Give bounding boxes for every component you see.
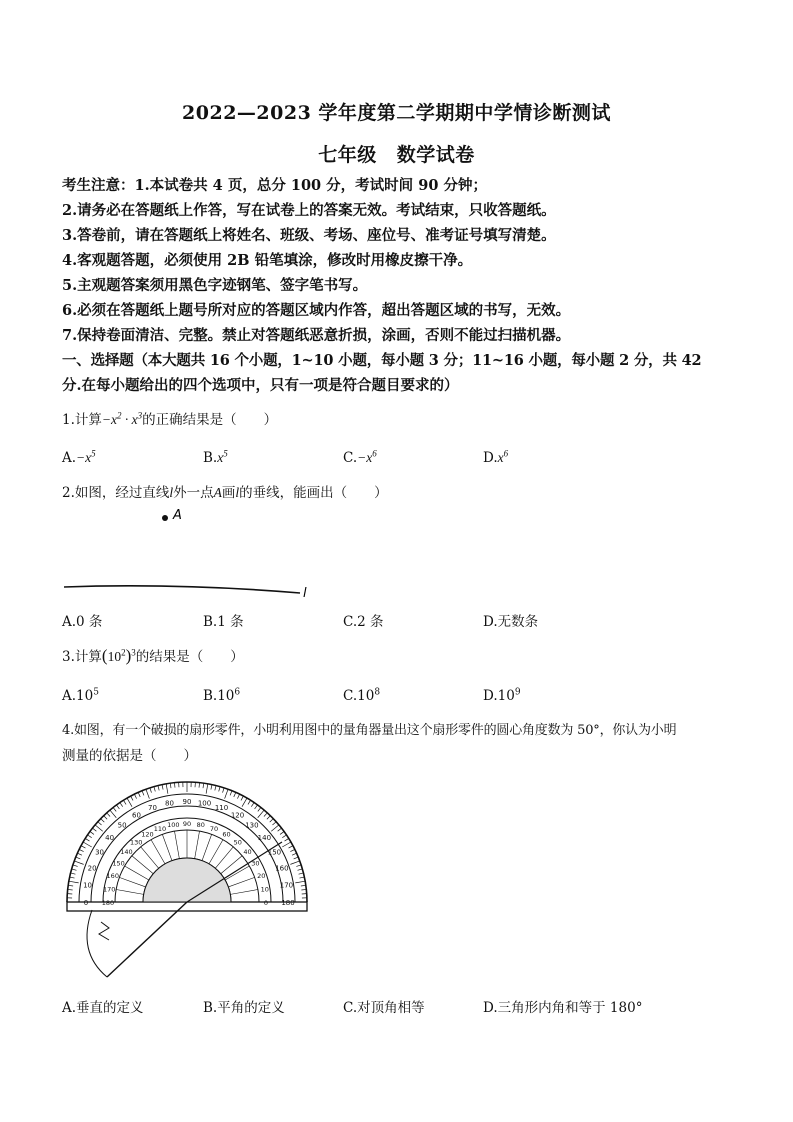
- protractor-outer-label: 50: [117, 821, 127, 830]
- protractor-tick: [85, 838, 89, 841]
- protractor-tick: [150, 788, 152, 793]
- notice-line-6: 6.必须在答题纸上题号所对应的答题区域内作答，超出答题区域的书写，无效。: [62, 302, 571, 319]
- protractor-inner-label: 160: [106, 871, 119, 880]
- protractor-spoke: [151, 840, 165, 864]
- protractor-tick: [248, 800, 251, 804]
- protractor-tick: [154, 787, 155, 792]
- protractor-outer-label: 130: [245, 821, 259, 830]
- notice-line-4: 4.客观题答题，必须使用 2B 铅笔填涂，修改时用橡皮擦干净。: [62, 252, 473, 269]
- protractor-outer-label: 110: [214, 804, 229, 813]
- protractor-tick: [110, 810, 116, 818]
- question-4-stem-line-1: 4.如图，有一个破损的扇形零件，小明利用图中的量角器量出这个扇形零件的圆心角度数为 50°，你认为小明: [62, 723, 677, 738]
- protractor-inner-label: 100: [167, 821, 180, 830]
- protractor-tick: [258, 807, 261, 811]
- protractor-spoke: [230, 889, 258, 894]
- protractor-spoke: [202, 834, 212, 860]
- q1-option-d[interactable]: $D.x^6$: [483, 448, 509, 466]
- protractor-tick: [282, 842, 291, 847]
- protractor-tick: [290, 849, 294, 851]
- q1-option-c[interactable]: $C.-x^6$: [343, 448, 377, 466]
- protractor-tick: [234, 792, 236, 797]
- subject-label: 数学试卷: [396, 144, 475, 166]
- protractor-tick: [69, 881, 79, 883]
- protractor-inner-label: 40: [243, 848, 252, 857]
- protractor-tick: [289, 846, 293, 848]
- line-l-label: l: [303, 586, 307, 600]
- protractor-tick: [295, 881, 305, 883]
- protractor-tick: [107, 813, 110, 817]
- protractor-tick: [77, 853, 82, 855]
- protractor-tick: [298, 869, 303, 870]
- protractor-tick: [267, 816, 270, 820]
- protractor-tick: [225, 789, 228, 798]
- protractor-tick: [98, 822, 102, 825]
- protractor-spoke: [195, 831, 200, 859]
- protractor-tick: [203, 783, 204, 788]
- protractor-spoke: [225, 866, 249, 880]
- protractor-tick: [162, 785, 163, 790]
- protractor-tick: [237, 794, 239, 798]
- protractor-tick: [292, 853, 297, 855]
- notice-line-5: 5.主观题答案须用黑色字迹钢笔、签字笔书写。: [62, 277, 368, 294]
- protractor-inner-label: 170: [102, 885, 116, 894]
- protractor-tick: [294, 857, 299, 859]
- q2-option-d[interactable]: D.无数条: [483, 614, 539, 630]
- protractor-tick: [301, 885, 306, 886]
- exam-title: 2022—2023 学年度第二学期期中学情诊断测试: [182, 102, 611, 124]
- protractor-inner-label: 150: [112, 859, 125, 868]
- protractor-tick: [278, 828, 282, 831]
- protractor-tick: [123, 800, 126, 804]
- protractor-tick: [142, 791, 144, 796]
- protractor-outer-label: 10: [83, 881, 92, 890]
- protractor-tick: [255, 805, 258, 809]
- protractor-tick: [104, 816, 107, 820]
- protractor-tick: [290, 861, 299, 864]
- protractor-tick: [134, 794, 136, 798]
- protractor-tick: [241, 796, 243, 800]
- protractor-outer-label: 80: [165, 799, 174, 808]
- protractor-tick: [146, 789, 149, 798]
- protractor-tick: [299, 873, 304, 874]
- protractor-tick: [79, 849, 83, 851]
- protractor-tick: [88, 835, 92, 838]
- q3-option-c[interactable]: $C.10^8$: [343, 687, 381, 704]
- exam-subtitle: [0, 140, 793, 167]
- protractor-inner-label: 0: [263, 899, 269, 907]
- protractor-outer-label: 180: [281, 899, 295, 907]
- line-l: [64, 586, 300, 593]
- protractor-outer-label: 150: [267, 848, 282, 857]
- question-1-stem: 1.计算$-x^2 \cdot x^3$的正确结果是（ ）: [62, 410, 278, 428]
- protractor-tick: [81, 846, 85, 848]
- protractor-tick: [92, 828, 96, 831]
- protractor-tick: [258, 810, 264, 818]
- protractor-inner-label: 10: [260, 885, 269, 894]
- protractor-spoke: [209, 840, 223, 864]
- section-heading-line-2: 分.在每小题给出的四个选项中，只有一项是符合题目要求的）: [62, 377, 459, 394]
- protractor-tick: [264, 813, 267, 817]
- protractor-tick: [113, 807, 116, 811]
- protractor-tick: [76, 857, 81, 859]
- q3-expression: $(10^2)^3$: [101, 646, 136, 665]
- protractor-tick: [282, 835, 286, 838]
- protractor-tick: [211, 785, 212, 790]
- protractor-spoke: [174, 831, 179, 859]
- protractor-tick: [251, 803, 254, 807]
- notice-line-1: 考生注意：1.本试卷共 4 页，总分 100 分，考试时间 90 分钟；: [62, 177, 487, 194]
- protractor-inner-label: 50: [233, 838, 242, 847]
- protractor-tick: [73, 865, 78, 867]
- protractor-tick: [72, 869, 77, 870]
- protractor-tick: [74, 861, 83, 864]
- sector-crack: [99, 922, 109, 940]
- q4-option-a[interactable]: A.垂直的定义: [62, 1000, 144, 1016]
- question-4-stem-line-2: 测量的依据是（ ）: [62, 748, 197, 764]
- protractor-tick: [116, 805, 119, 809]
- grade-label: 七年级: [318, 144, 377, 166]
- protractor-outer-label: 40: [105, 834, 115, 843]
- protractor-spoke: [116, 889, 144, 894]
- protractor-inner-label: 30: [251, 859, 260, 868]
- q1-option-b[interactable]: $B.x^5$: [203, 448, 228, 466]
- q2-option-b[interactable]: B.1 条: [203, 614, 244, 630]
- q4-protractor-figure: [62, 765, 312, 985]
- sector-edge: [107, 902, 187, 977]
- protractor-tick: [90, 831, 94, 834]
- protractor-outer-label: 0: [83, 899, 89, 907]
- protractor-tick: [101, 819, 105, 822]
- protractor-tick: [158, 786, 159, 791]
- protractor-tick: [271, 825, 279, 831]
- protractor-tick: [296, 865, 301, 867]
- protractor-spoke: [125, 866, 149, 880]
- q2-option-a[interactable]: A.0 条: [62, 614, 103, 630]
- protractor-outer-label: 90: [182, 798, 192, 806]
- protractor-inner-label: 120: [141, 830, 154, 839]
- protractor-tick: [270, 819, 274, 822]
- protractor-outer-label: 70: [147, 804, 157, 813]
- protractor-inner-label: 110: [153, 824, 167, 833]
- question-3-stem: 3.计算$(10^2)^3$的结果是（ ）: [62, 646, 244, 665]
- notice-line-2: 2.请务必在答题纸上作答，写在试卷上的答案无效。考试结束，只收答题纸。: [62, 202, 556, 219]
- q1-option-a[interactable]: $A.-x^5$: [62, 448, 96, 466]
- protractor-tick: [170, 783, 171, 788]
- q1-expression: $-x^2 \cdot x^3$: [101, 410, 143, 427]
- protractor-center-disc: [143, 858, 231, 902]
- protractor-outer-label: 20: [87, 864, 97, 873]
- protractor-inner-label: 60: [222, 830, 231, 839]
- protractor-tick: [127, 798, 132, 807]
- protractor-tick: [242, 798, 247, 807]
- protractor-outer-label: 60: [132, 811, 141, 820]
- protractor-tick: [206, 784, 208, 794]
- protractor-tick: [219, 787, 220, 792]
- protractor-tick: [71, 873, 76, 874]
- protractor-inner-label: 20: [257, 871, 266, 880]
- protractor-tick: [223, 788, 225, 793]
- protractor-inner-label: 70: [209, 824, 219, 833]
- notice-line-7: 7.保持卷面清洁、完整。禁止对答题纸恶意折损，涂画，否则不能过扫描机器。: [62, 327, 571, 344]
- q3-option-a[interactable]: $A.10^5$: [62, 687, 99, 704]
- protractor-tick: [215, 786, 216, 791]
- protractor-outer-label: 30: [95, 848, 104, 857]
- protractor-outer-label: 160: [275, 864, 289, 873]
- protractor-tick: [120, 803, 123, 807]
- protractor-outer-label: 170: [279, 881, 294, 890]
- protractor-tick: [280, 831, 284, 834]
- q3-option-d[interactable]: $D.10^9$: [483, 687, 521, 704]
- protractor-tick: [272, 822, 276, 825]
- protractor-tick: [285, 838, 289, 841]
- protractor-tick: [70, 877, 75, 878]
- q3-option-b[interactable]: $B.10^6$: [203, 687, 241, 704]
- protractor-inner-label: 140: [120, 848, 133, 857]
- q4-option-b[interactable]: B.平角的定义: [203, 1000, 285, 1016]
- protractor-geometry: [67, 782, 307, 977]
- q2-option-c[interactable]: C.2 条: [343, 614, 384, 630]
- protractor-inner-label: 80: [196, 821, 205, 830]
- point-a-dot: [162, 515, 168, 521]
- protractor-inner-label: 130: [130, 838, 143, 847]
- protractor-spoke: [228, 877, 254, 887]
- protractor-tick: [83, 842, 92, 847]
- q2-figure: [60, 505, 330, 600]
- protractor-inner-label: 180: [101, 899, 115, 907]
- protractor-outer-label: 100: [197, 799, 212, 808]
- protractor-tick: [166, 784, 168, 794]
- protractor-spoke: [162, 834, 172, 860]
- q4-option-d[interactable]: D.三角形内角和等于 180°: [483, 1000, 643, 1016]
- sector-arc-broken: [87, 910, 107, 977]
- protractor-outer-label: 120: [230, 811, 245, 820]
- protractor-outer-label: 140: [257, 834, 272, 843]
- question-2-stem: 2.如图，经过直线l外一点A画l的垂线，能画出（ ）: [62, 485, 388, 501]
- protractor-tick: [230, 791, 232, 796]
- point-a-label: A: [173, 508, 182, 523]
- protractor-tick: [138, 792, 140, 797]
- protractor-tick: [299, 877, 304, 878]
- protractor-tick: [95, 825, 103, 831]
- notice-line-3: 3.答卷前，请在答题纸上将姓名、班级、考场、座位号、准考证号填写清楚。: [62, 227, 556, 244]
- protractor-spoke: [119, 877, 145, 887]
- protractor-inner-label: 90: [182, 820, 192, 828]
- protractor-tick: [131, 796, 133, 800]
- section-heading-line-1: 一、选择题（本大题共 16 个小题，1~10 小题，每小题 3 分；11~16 小题，每小题 2 分，共 42: [62, 352, 702, 369]
- q4-option-c[interactable]: C.对顶角相等: [343, 1000, 425, 1016]
- protractor-tick: [68, 885, 73, 886]
